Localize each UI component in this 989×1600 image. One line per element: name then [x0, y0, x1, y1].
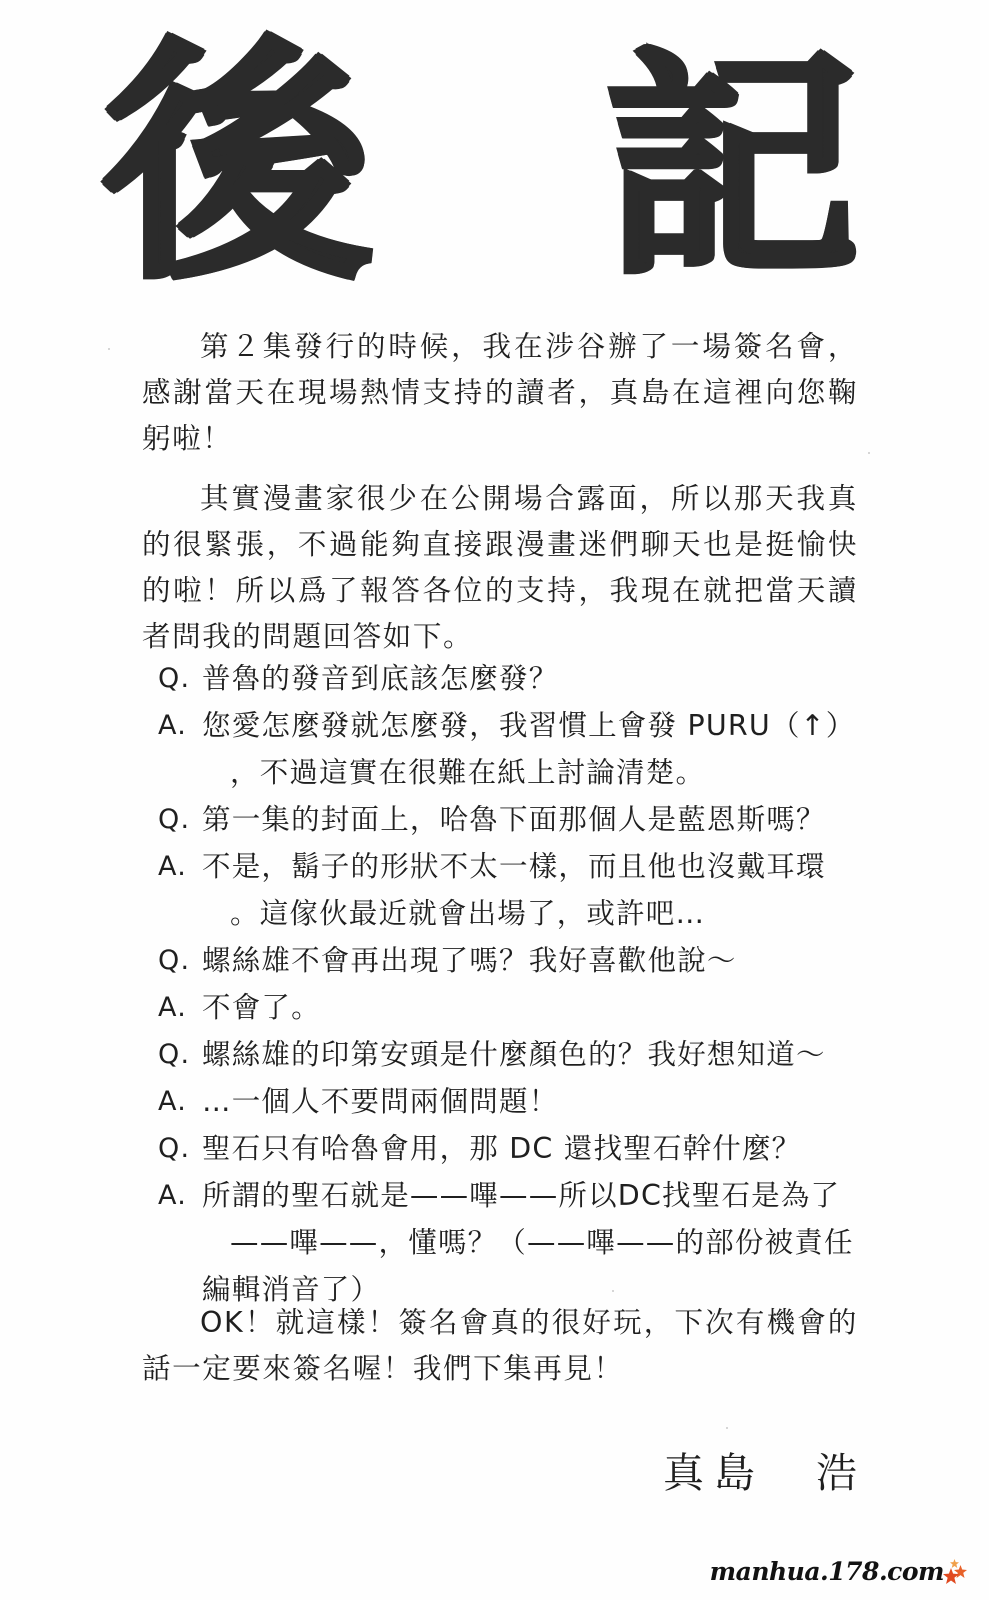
qa-answer-3 [158, 984, 868, 1031]
question-text-1: 普魯的發音到底該怎麼發？ [202, 662, 559, 695]
question-label-5: Q. [158, 1133, 191, 1164]
watermark-stars [941, 1552, 967, 1586]
question-text-3: 螺絲雄不會再出現了嗎？我好喜歡他說～ [202, 944, 737, 977]
qa-question-2 [158, 796, 868, 843]
answer-label-4: A. [158, 1086, 187, 1117]
question-text-5: 聖石只有哈魯會用，那 DC 還找聖石幹什麼？ [202, 1132, 802, 1165]
answer-text-2 [202, 843, 868, 937]
qa-question-4 [158, 1031, 868, 1078]
answer-5-line-2: ——嗶——，懂嗎？（——嗶——的部份被責任 [230, 1226, 854, 1259]
site-watermark [710, 1552, 967, 1586]
answer-label-5: A. [158, 1180, 187, 1211]
answer-1-line-2: ，不過這實在很難在紙上討論清楚。 [230, 756, 706, 789]
answer-label-2: A. [158, 851, 187, 882]
closing-paragraph: OK！就這樣！簽名會真的很好玩，下次有機會的話一定要來簽名喔！我們下集再見！ [142, 1306, 858, 1385]
scan-speck [868, 452, 870, 454]
answer-label-3: A. [158, 992, 187, 1023]
answer-2-line-2: 。這傢伙最近就會出場了，或許吧… [230, 897, 706, 930]
question-label-3: Q. [158, 945, 191, 976]
question-text-2: 第一集的封面上，哈魯下面那個人是藍恩斯嗎？ [202, 803, 826, 836]
answer-text-5 [202, 1172, 868, 1313]
question-label-4: Q. [158, 1039, 191, 1070]
title-char-second: 記 [604, 28, 860, 308]
qa-answer-4 [158, 1078, 868, 1125]
qa-question-1 [158, 655, 868, 702]
answer-text-1 [202, 702, 868, 796]
intro-paragraph-2: 其實漫畫家很少在公開場合露面，所以那天我真的很緊張，不過能夠直接跟漫畫迷們聊天也是挺愉快的啦！所以爲了報答各位的支持，我現在就把當天讀者問我的問題回答如下。 [142, 482, 858, 653]
answer-5-line-3: 編輯消音了） [202, 1273, 381, 1306]
page-title [0, 19, 989, 312]
answer-5-line-1: 所謂的聖石就是——嗶——所以DC找聖石是為了 [202, 1179, 841, 1212]
answer-text-3: 不會了。 [202, 991, 321, 1024]
answer-1-line-1: 您愛怎麼發就怎麼發，我習慣上會發 PURU（↑） [202, 709, 856, 742]
qa-question-3 [158, 937, 868, 984]
question-label-1: Q. [158, 663, 191, 694]
answer-text-4: …一個人不要問兩個問題！ [202, 1085, 559, 1118]
watermark-text: manhua.178.com [709, 1557, 944, 1586]
scan-speck [108, 348, 110, 350]
author-signature: 真島 浩 [663, 1449, 867, 1497]
question-text-4: 螺絲雄的印第安頭是什麼顏色的？我好想知道～ [202, 1038, 826, 1071]
qa-answer-5 [158, 1172, 868, 1313]
qa-answer-1 [158, 702, 868, 796]
scan-speck [612, 1290, 614, 1292]
question-label-2: Q. [158, 804, 191, 835]
qa-answer-2 [158, 843, 868, 937]
qa-list [158, 655, 868, 1313]
qa-question-5 [158, 1125, 868, 1172]
answer-2-line-1: 不是，鬍子的形狀不太一樣，而且他也沒戴耳環 [202, 850, 826, 883]
intro-paragraph-1: 第２集發行的時候，我在涉谷辦了一場簽名會，感謝當天在現場熱情支持的讀者，真島在這裡向您鞠躬啦！ [142, 330, 858, 455]
star-icon-large [943, 1568, 959, 1588]
intro-text-block [142, 324, 858, 674]
closing-text-block [142, 1300, 858, 1406]
scan-speck [726, 1427, 728, 1429]
title-char-first: 後 [104, 19, 372, 312]
answer-label-1: A. [158, 710, 187, 741]
